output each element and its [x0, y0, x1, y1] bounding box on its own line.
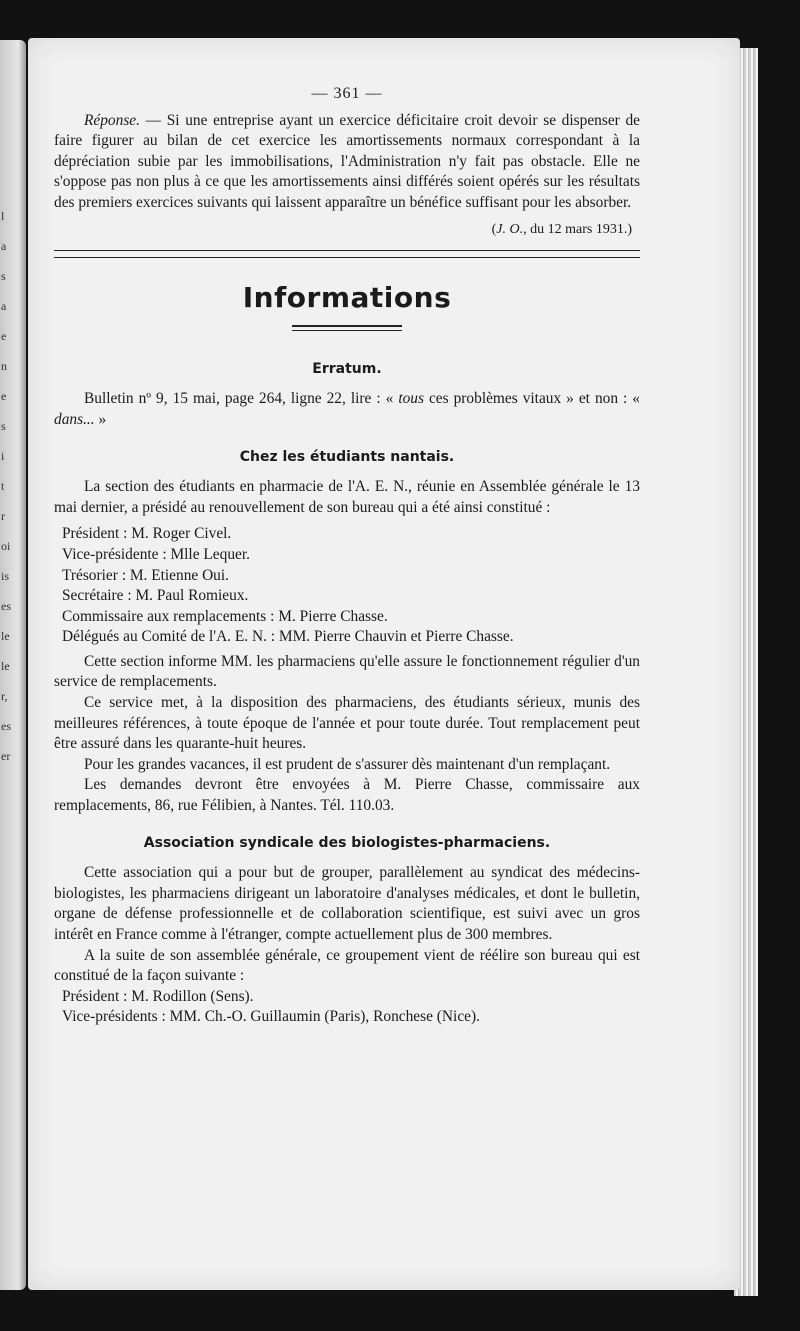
facing-page-margin-text: [1, 210, 15, 780]
list-item: Commissaire aux remplacements : M. Pierre Chasse.: [62, 607, 388, 625]
margin-fragment: le: [1, 629, 10, 643]
margin-fragment: i: [1, 449, 5, 463]
paragraph: Les demandes devront être envoyées à M. Pierre Chasse, commissaire aux remplacements, 86, rue Félibien, à Nantes. Tél. 110.03.: [54, 776, 640, 815]
citation-date: , du 12 mars 1931.): [523, 221, 632, 237]
margin-fragment: t: [1, 479, 5, 493]
margin-fragment: s: [1, 269, 6, 283]
margin-fragment: r,: [1, 689, 8, 703]
margin-fragment: a: [1, 299, 7, 313]
etudiants-heading: Chez les étudiants nantais.: [239, 448, 455, 465]
section-divider: [54, 250, 640, 258]
erratum-heading: Erratum.: [312, 360, 382, 377]
paragraph: Ce service met, à la disposition des pharmaciens, des étudiants sérieux, munis des meilleures références, à toute époque de l'année et pour toute durée. Tout remplacement peut être assuré dans les quarante-huit heures.: [54, 694, 640, 753]
list-item: Délégués au Comité de l'A. E. N. : MM. Pierre Chauvin et Pierre Chasse.: [62, 628, 514, 646]
association-members-list: [54, 987, 640, 1028]
margin-fragment: r: [1, 509, 5, 523]
etudiants-members-list: [54, 524, 640, 648]
margin-fragment: a: [1, 239, 7, 253]
margin-fragment: l: [1, 209, 5, 223]
list-item: Trésorier : M. Etienne Oui.: [62, 566, 229, 584]
facing-page-edge: [0, 40, 26, 1290]
margin-fragment: es: [1, 719, 11, 733]
margin-fragment: es: [1, 599, 11, 613]
margin-fragment: n: [1, 359, 7, 373]
etudiants-intro: La section des étudiants en pharmacie de l'A. E. N., réunie en Assemblée générale le 13 mai dernier, a présidé au renouvellement de son bureau qui a été ainsi constitué :: [54, 478, 640, 516]
list-item: Président : M. Roger Civel.: [62, 525, 232, 543]
citation: (J. O., du 12 mars 1931.): [491, 221, 632, 237]
margin-fragment: s: [1, 419, 6, 433]
list-item: Président : M. Rodillon (Sens).: [62, 987, 254, 1005]
title-underline: [292, 325, 402, 331]
paragraph: A la suite de son assemblée générale, ce groupement vient de réélire son bureau qui est constitué de la façon suivante :: [54, 946, 640, 985]
reponse-label: Réponse.: [84, 111, 140, 129]
reponse-paragraph: [54, 111, 640, 214]
margin-fragment: e: [1, 389, 7, 403]
list-item: Secrétaire : M. Paul Romieux.: [62, 587, 249, 605]
margin-fragment: e: [1, 329, 7, 343]
margin-fragment: le: [1, 659, 10, 673]
margin-fragment: is: [1, 569, 10, 583]
document-page: [28, 38, 740, 1290]
reponse-text: — Si une entreprise ayant un exercice déficitaire croit devoir se dispenser de faire figurer au bilan de cet exercice les amortissements normaux correspondant à la dépréciation subie par les immobilisations, l'Administration n'y fait pas obstacle. Elle ne s'oppose pas non plus à ce que les amortissements ainsi différés soient opérés sur les résultats des premiers exercices suivants qui laissent apparaître un bénéfice suffisant pour les absorber.: [54, 111, 640, 211]
page-number: — 361 —: [311, 85, 383, 102]
list-item: Vice-présidente : Mlle Lequer.: [62, 545, 250, 563]
paragraph: Cette association qui a pour but de grouper, parallèlement au syndicat des médecins-biologistes, les pharmaciens dirigeant un laboratoire d'analyses médicales, et dont le bulletin, organe de défense professionnelle et de collaboration scientifique, est suivi avec un gros intérêt en France comme à l'étranger, compte actuellement plus de 300 membres.: [54, 864, 640, 943]
list-item: Vice-présidents : MM. Ch.-O. Guillaumin (Paris), Ronchese (Nice).: [62, 1008, 480, 1026]
erratum-text: Bulletin nº 9, 15 mai, page 264, ligne 22, lire : « tous ces problèmes vitaux » et non : « dans... »: [54, 390, 640, 428]
paragraph: Cette section informe MM. les pharmaciens qu'elle assure le fonctionnement régulier d'un service de remplacements.: [54, 652, 640, 691]
etudiants-paragraphs: [54, 652, 640, 817]
citation-source: J. O.: [496, 221, 524, 237]
section-title: Informations: [242, 281, 452, 315]
association-heading: Association syndicale des biologistes-pharmaciens.: [143, 834, 551, 851]
paragraph: Pour les grandes vacances, il est prudent de s'assurer dès maintenant d'un remplaçant.: [84, 755, 611, 773]
margin-fragment: er: [1, 749, 11, 763]
margin-fragment: oi: [1, 539, 11, 553]
page-content: [54, 84, 640, 1028]
